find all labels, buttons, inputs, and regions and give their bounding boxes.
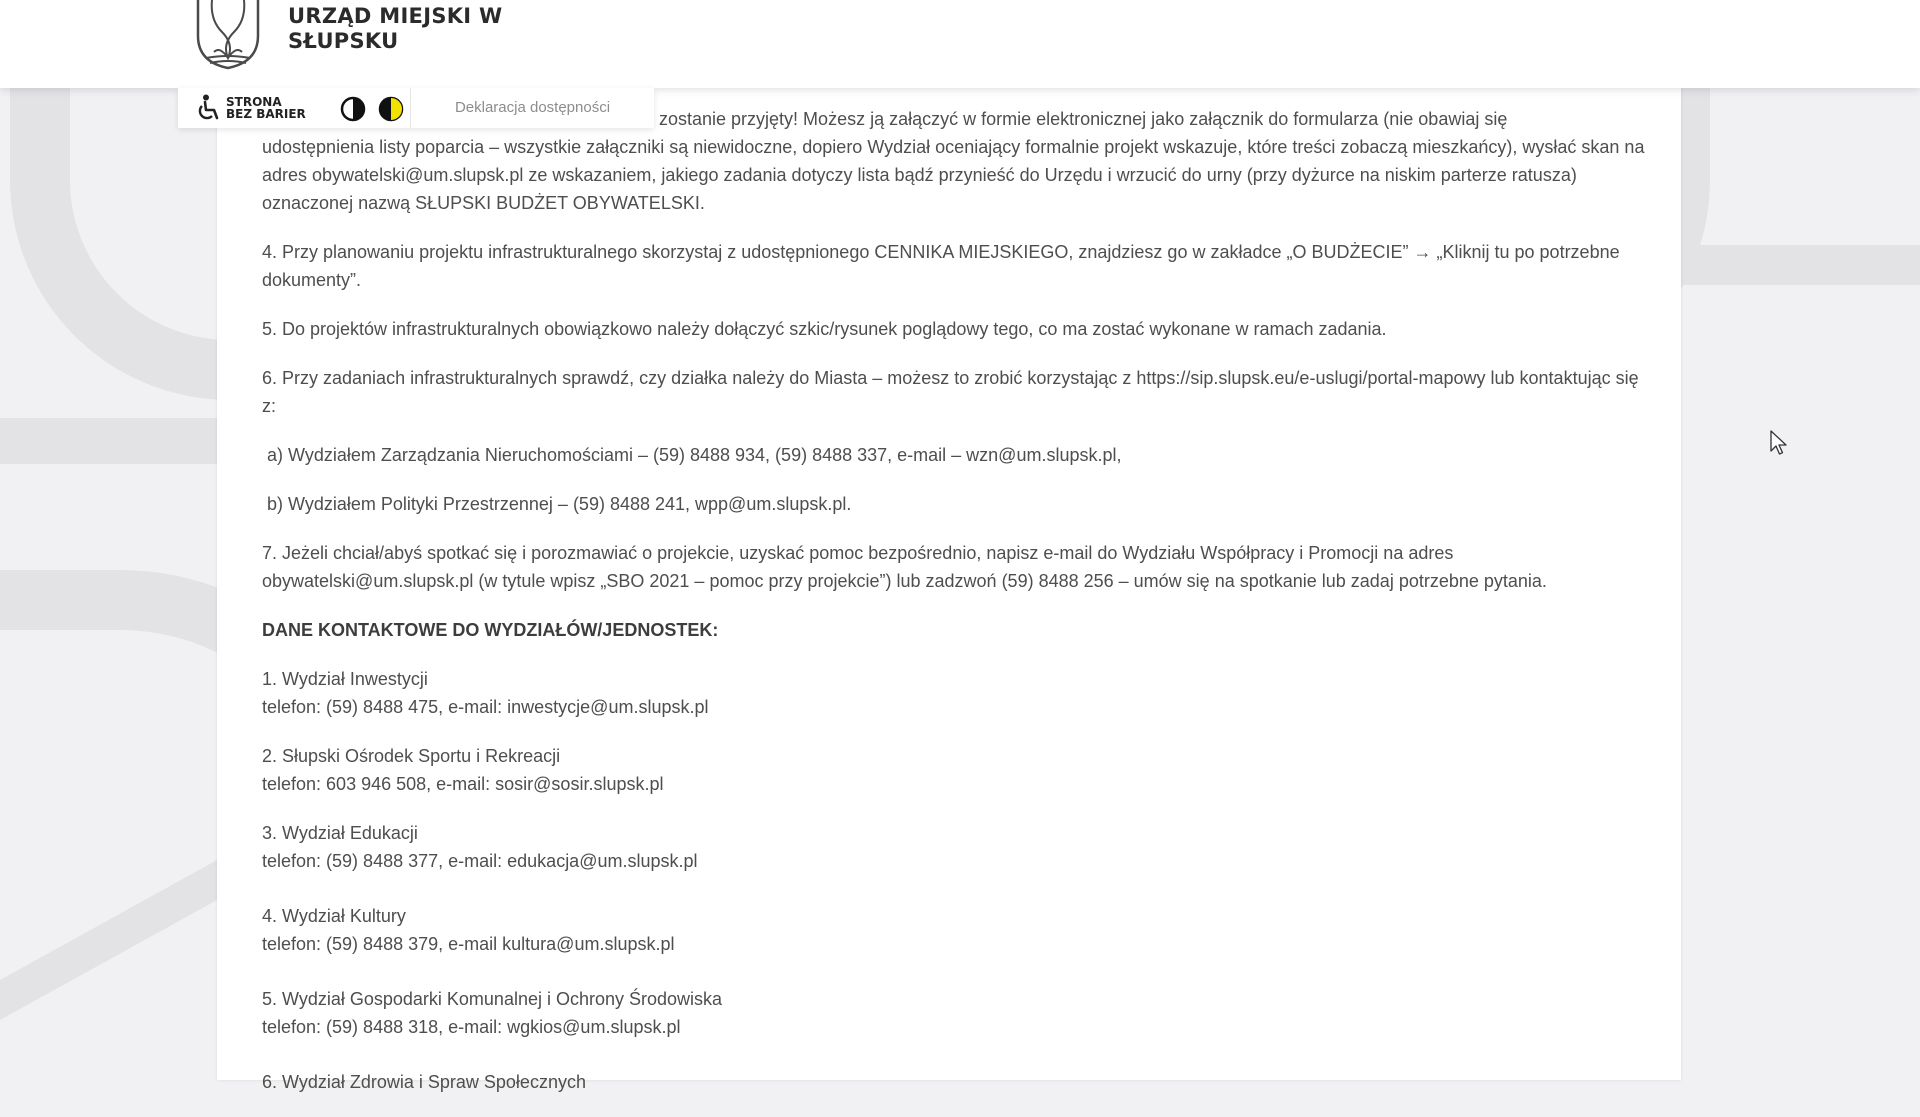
contact-item <box>262 665 1652 721</box>
paragraph-4: 4. Przy planowaniu projektu infrastrukturalnego skorzystaj z udostępnionego CENNIKA MIEJSKIEGO, znajdziesz go w zakładce „O BUDŻECIE” → „Kliknij tu po potrzebne dokumenty”. <box>262 242 1620 290</box>
contact-name: 2. Słupski Ośrodek Sportu i Rekreacji <box>262 746 561 766</box>
contact-name: 6. Wydział Zdrowia i Spraw Społecznych <box>262 1072 586 1092</box>
bez-barier-link[interactable] <box>196 94 306 122</box>
yellow-contrast-icon[interactable] <box>378 96 404 122</box>
site-header <box>0 0 1920 88</box>
paragraph-3-rest: udostępnienia listy poparcia – wszystkie załączniki są niewidoczne, dopiero Wydział oceniający formalnie projekt wskazuje, które treści zobaczą mieszkańcy), wysłać skan na adres obywatelski@um.slupsk.pl ze wskazaniem, jakiego zadania dotyczy lista bądź przynieść do Urzędu i wrzucić do urny (przy dyżurce na niskim parterze ratusza) oznaczonej nazwą SŁUPSKI BUDŻET OBYWATELSKI. <box>262 137 1645 213</box>
bez-barier-line2: BEZ BARIER <box>226 107 306 121</box>
article-body <box>262 105 1652 1117</box>
contact-details: telefon: (59) 8488 377, e-mail: edukacja@um.slupsk.pl <box>262 851 698 871</box>
paragraph-6b: b) Wydziałem Polityki Przestrzennej – (59) 8488 241, wpp@um.slupsk.pl. <box>267 494 852 514</box>
site-title-line2: SŁUPSKU <box>288 29 399 53</box>
contact-details: telefon: (59) 8488 475, e-mail: inwestycje@um.slupsk.pl <box>262 697 709 717</box>
mouse-pointer-icon <box>1770 430 1788 458</box>
bez-barier-label <box>226 96 306 120</box>
accessibility-declaration-link[interactable]: Deklaracja dostępności <box>454 99 611 116</box>
contact-name: 5. Wydział Gospodarki Komunalnej i Ochrony Środowiska <box>262 989 723 1009</box>
contact-item <box>262 819 1652 875</box>
city-crest-icon[interactable] <box>192 0 264 72</box>
paragraph-6a: a) Wydziałem Zarządzania Nieruchomościami – (59) 8488 934, (59) 8488 337, e-mail – wzn@um.slupsk.pl, <box>267 445 1122 465</box>
contact-details: telefon: 603 946 508, e-mail: sosir@sosir.slupsk.pl <box>262 774 664 794</box>
paragraph-7: 7. Jeżeli chciał/abyś spotkać się i porozmawiać o projekcie, uzyskać pomoc bezpośrednio, napisz e-mail do Wydziału Współpracy i Promocji na adres obywatelski@um.slupsk.pl (w tytule wpisz „SBO 2021 – pomoc przy projekcie”) lub zadzwoń (59) 8488 256 – umów się na spotkanie lub zadaj potrzebne pytania. <box>262 543 1547 591</box>
wheelchair-icon <box>196 94 220 122</box>
contact-name: 4. Wydział Kultury <box>262 906 406 926</box>
paragraph-5: 5. Do projektów infrastrukturalnych obowiązkowo należy dołączyć szkic/rysunek poglądowy tego, co ma zostać wykonane w ramach zadania. <box>262 319 1387 339</box>
contact-name: 1. Wydział Inwestycji <box>262 669 428 689</box>
contacts-heading: DANE KONTAKTOWE DO WYDZIAŁÓW/JEDNOSTEK: <box>262 620 719 640</box>
contact-name: 3. Wydział Edukacji <box>262 823 418 843</box>
site-title-line1: URZĄD MIEJSKI W <box>288 4 503 28</box>
accessibility-toolbar <box>178 88 654 128</box>
contact-item <box>262 1068 1652 1096</box>
contact-details: telefon: (59) 8488 379, e-mail kultura@um.slupsk.pl <box>262 934 675 954</box>
site-title[interactable] <box>288 4 503 54</box>
paragraph-6: 6. Przy zadaniach infrastrukturalnych sprawdź, czy działka należy do Miasta – możesz to zrobić korzystając z https://sip.slupsk.eu/e-uslugi/portal-mapowy lub kontaktując się z: <box>262 368 1639 416</box>
contact-item <box>262 985 1652 1041</box>
paragraph-3-first-line: zostanie przyjęty! Możesz ją załączyć w formie elektronicznej jako załącznik do formularza (nie obawiaj się <box>659 109 1508 129</box>
main-content <box>217 72 1681 1092</box>
contact-details: telefon: (59) 8488 318, e-mail: wgkios@um.slupsk.pl <box>262 1017 681 1037</box>
contact-item <box>262 742 1652 798</box>
bez-barier-line1: STRONA <box>226 95 282 109</box>
contact-item <box>262 902 1652 958</box>
contrast-icon[interactable] <box>340 96 366 122</box>
